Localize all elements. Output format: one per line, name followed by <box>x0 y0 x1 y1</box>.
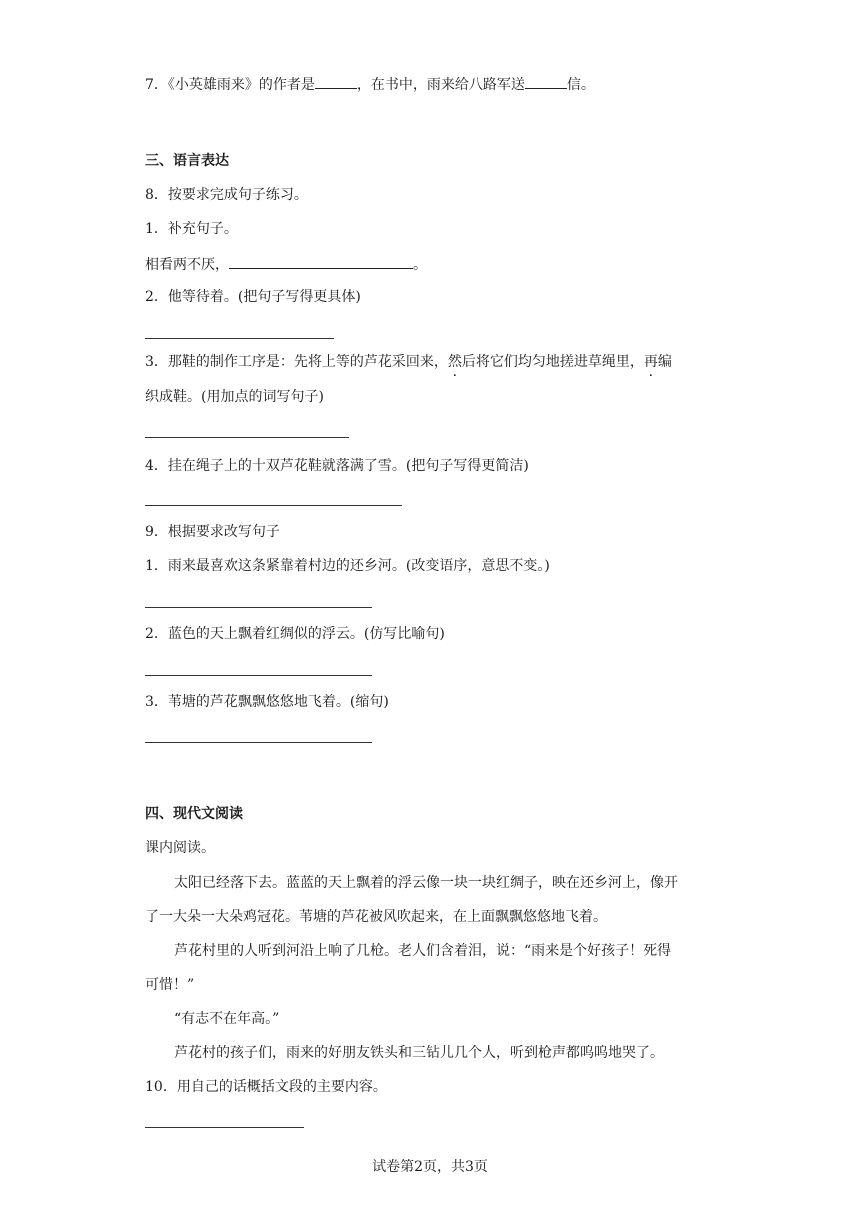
q8-stem: 8．按要求完成句子练习。 <box>145 187 308 203</box>
q9-s1: 1．雨来最喜欢这条紧靠着村边的还乡河。(改变语序，意思不变。) <box>145 558 550 574</box>
answer-line[interactable] <box>145 675 372 676</box>
reading-intro: 课内阅读。 <box>145 840 215 856</box>
q8-s3-text-a: 3．那鞋的制作工序是：先将上等的芦花采回来， <box>145 354 448 370</box>
q8-s1-sentence <box>145 253 427 275</box>
q9-s2: 2．蓝色的天上飘着红绸似的浮云。(仿写比喻句) <box>145 626 445 642</box>
q7-mid: ，在书中，雨来给八路军送 <box>356 77 525 93</box>
passage-p3: “有志不在年高。” <box>174 1011 280 1027</box>
answer-line[interactable] <box>145 338 334 339</box>
answer-line[interactable] <box>145 437 349 438</box>
passage-p1-line2: 了一大朵一大朵鸡冠花。苇塘的芦花被风吹起来，在上面飘飘悠悠地飞着。 <box>145 909 607 925</box>
q7-author-blank[interactable] <box>315 73 357 89</box>
q8-s3-text-c: 编 <box>657 354 672 370</box>
q8-s3-line1 <box>145 352 672 372</box>
q9-stem: 9．根据要求改写句子 <box>145 524 280 540</box>
q8-s1-prefix: 相看两不厌， <box>145 257 229 273</box>
q8-s3-text-b: 后将它们均匀地搓进草绳里， <box>461 354 644 370</box>
dotted-word-ran: 然 <box>447 354 462 370</box>
page-footer: 试卷第2页，共3页 <box>372 1159 488 1175</box>
answer-line[interactable] <box>145 1127 304 1128</box>
passage-p4: 芦花村的孩子们，雨来的好朋友铁头和三钻儿几个人，听到枪声都呜呜地哭了。 <box>174 1045 664 1061</box>
q10: 10．用自己的话概括文段的主要内容。 <box>145 1079 387 1095</box>
passage-p2-line1: 芦花村里的人听到河沿上响了几枪。老人们含着泪，说：“雨来是个好孩子！死得 <box>174 943 672 959</box>
section3-heading: 三、语言表达 <box>145 153 229 169</box>
answer-line[interactable] <box>145 742 372 743</box>
q8-s1-suffix: 。 <box>413 257 427 273</box>
q8-s1-label: 1．补充句子。 <box>145 221 238 237</box>
passage-p2-line2: 可惜！” <box>145 977 195 993</box>
q8-s3-line2: 织成鞋。(用加点的词写句子) <box>145 389 324 405</box>
q8-s1-blank[interactable] <box>229 253 413 269</box>
q8-s4: 4．挂在绳子上的十双芦花鞋就落满了雪。(把句子写得更简洁) <box>145 458 529 474</box>
section4-heading: 四、现代文阅读 <box>145 806 243 822</box>
q7-prefix: 7．《小英雄雨来》的作者是 <box>145 77 315 93</box>
answer-line[interactable] <box>145 505 402 506</box>
dotted-word-zai: 再 <box>643 354 658 370</box>
q8-s2: 2．他等待着。(把句子写得更具体) <box>145 289 361 305</box>
q7-suffix: 信。 <box>566 77 595 93</box>
q7-letter-blank[interactable] <box>525 73 567 89</box>
question-7 <box>145 73 595 95</box>
passage-p1-line1: 太阳已经落下去。蓝蓝的天上飘着的浮云像一块一块红绸子，映在还乡河上，像开 <box>174 875 678 891</box>
answer-line[interactable] <box>145 607 372 608</box>
q9-s3: 3．苇塘的芦花飘飘悠悠地飞着。(缩句) <box>145 694 389 710</box>
